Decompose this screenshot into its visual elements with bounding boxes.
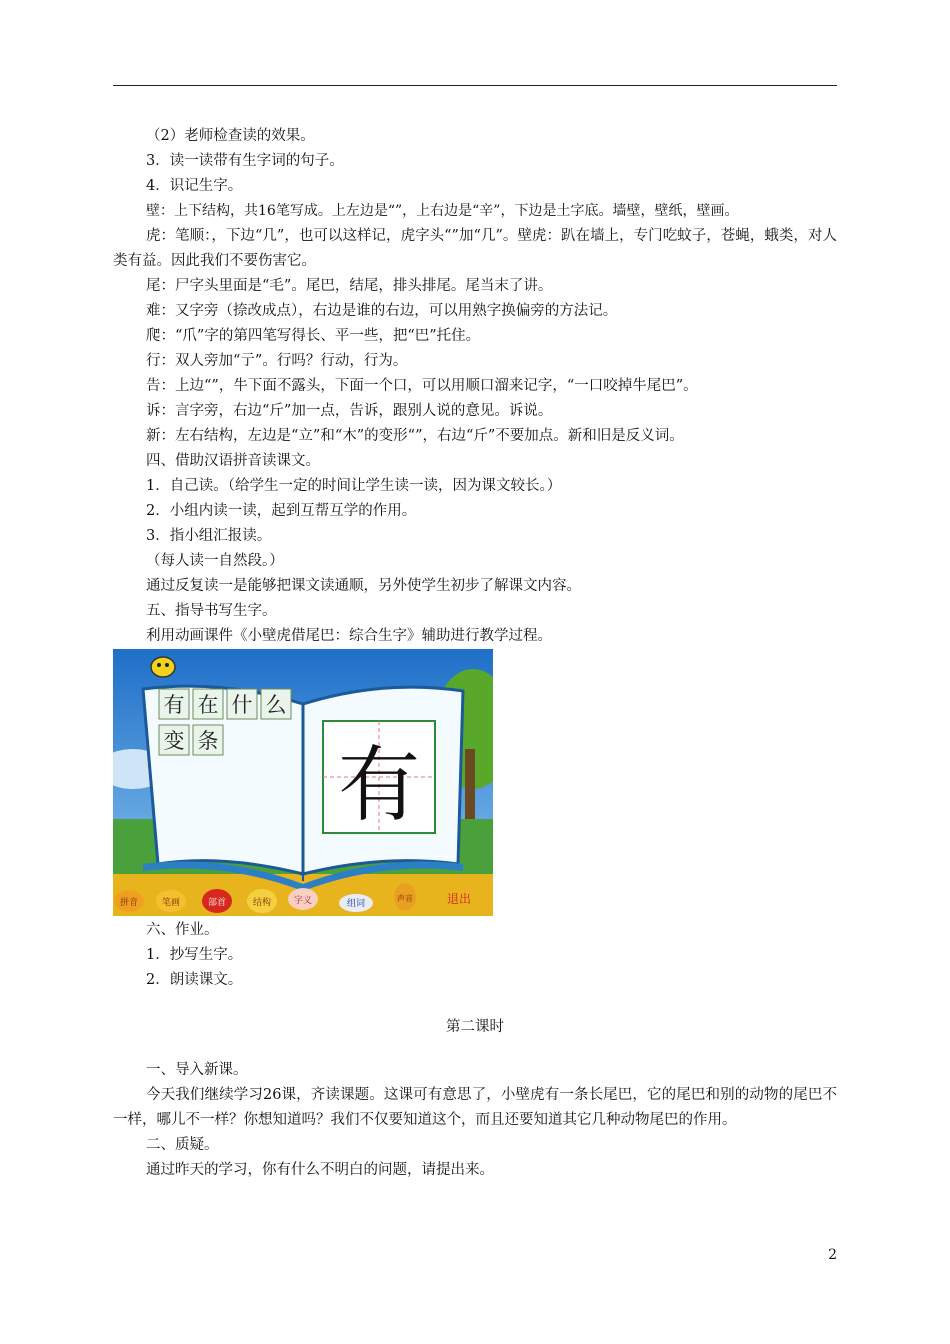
text-line: 3．读一读带有生字词的句子。	[146, 153, 344, 169]
text-line: 通过反复读一是能够把课文读通顺，另外使学生初步了解课文内容。	[146, 578, 581, 594]
section-heading: 六、作业。	[146, 922, 219, 938]
grid-char[interactable]: 变	[163, 729, 185, 753]
text-line: 利用动画课件《小壁虎借尾巴：综合生字》辅助进行教学过程。	[146, 628, 552, 644]
radical-button[interactable]: 部首	[207, 898, 227, 908]
text-line: 1．自己读。（给学生一定的时间让学生读一读，因为课文较长。）	[146, 478, 562, 494]
text-line: 壁：上下结构，共16笔写成。上左边是“”，上右边是“辛”，下边是土字底。墙壁，壁纸，壁画。	[146, 203, 739, 219]
text-line: 3．指小组汇报读。	[146, 528, 272, 544]
pinyin-button[interactable]: 拼音	[119, 898, 139, 908]
courseware-screenshot	[113, 649, 493, 916]
grid-char[interactable]: 在	[197, 693, 219, 717]
text-line: （每人读一自然段。）	[146, 553, 284, 569]
exit-button[interactable]: 退出	[446, 892, 472, 906]
section-heading: 五、指导书写生字。	[146, 603, 277, 619]
header-rule	[113, 85, 837, 86]
strokes-button[interactable]: 笔画	[161, 898, 181, 908]
text-line: 4．识记生字。	[146, 178, 243, 194]
text-line: 2．小组内读一读，起到互帮互学的作用。	[146, 503, 417, 519]
text-line: 新：左右结构，左边是“立”和“木”的变形“”，右边“斤”不要加点。新和旧是反义词。	[146, 428, 684, 444]
text-line: 尾：尸字头里面是“毛”。尾巴，结尾，排头排尾。尾当末了讲。	[146, 278, 553, 294]
grid-char[interactable]: 么	[265, 693, 287, 717]
page-number: 2	[828, 1247, 837, 1263]
section-heading: 一、导入新课。	[146, 1062, 248, 1078]
bee-icon	[151, 657, 175, 677]
meaning-button[interactable]: 字义	[293, 896, 313, 906]
courseware-illustration	[113, 649, 493, 916]
paragraph-intro: 今天我们继续学习26课，齐读课题。这课可有意思了，小壁虎有一条长尾巴，它的尾巴和别的动物的尾巴不一样，哪儿不一样？你想知道吗？我们不仅要知道这个，而且还要知道其它几种动物尾巴的作用。	[113, 1087, 837, 1128]
grid-char[interactable]: 条	[197, 729, 219, 753]
text-line: 难：又字旁（捺改成点），右边是谁的右边，可以用熟字换偏旁的方法记。	[146, 303, 618, 319]
document-body	[113, 124, 837, 1183]
lesson-title: 第二课时	[446, 1019, 504, 1035]
sound-button[interactable]: 声音	[397, 894, 413, 903]
text-line: 2．朗读课文。	[146, 972, 243, 988]
text-line: 通过昨天的学习，你有什么不明白的问题，请提出来。	[146, 1162, 494, 1178]
text-line: 行：双人旁加“亍”。行吗？行动，行为。	[146, 353, 408, 369]
text-line: 1．抄写生字。	[146, 947, 243, 963]
section-heading: 二、质疑。	[146, 1137, 219, 1153]
text-line: （2）老师检查读的效果。	[146, 128, 315, 144]
words-button[interactable]: 组词	[346, 899, 366, 909]
text-line: 告：上边“”，牛下面不露头，下面一个口，可以用顺口溜来记字，“一口咬掉牛尾巴”。	[146, 378, 698, 394]
big-char: 有	[337, 738, 421, 833]
section-heading: 四、借助汉语拼音读课文。	[146, 453, 320, 469]
grid-char[interactable]: 有	[163, 693, 185, 717]
text-line: 爬：“爪”字的第四笔写得长、平一些，把“巴”托住。	[146, 328, 481, 344]
grid-char[interactable]: 什	[231, 693, 253, 717]
structure-button[interactable]: 结构	[252, 898, 272, 908]
paragraph-hu: 虎：笔顺：，下边“几”，也可以这样记，虎字头“”加“几”。壁虎：趴在墙上，专门吃蚊子，苍蝇，蛾类，对人类有益。因此我们不要伤害它。	[113, 228, 837, 269]
text-line: 诉：言字旁，右边“斤”加一点，告诉，跟别人说的意见。诉说。	[146, 403, 553, 419]
tian-grid-box	[323, 721, 435, 833]
